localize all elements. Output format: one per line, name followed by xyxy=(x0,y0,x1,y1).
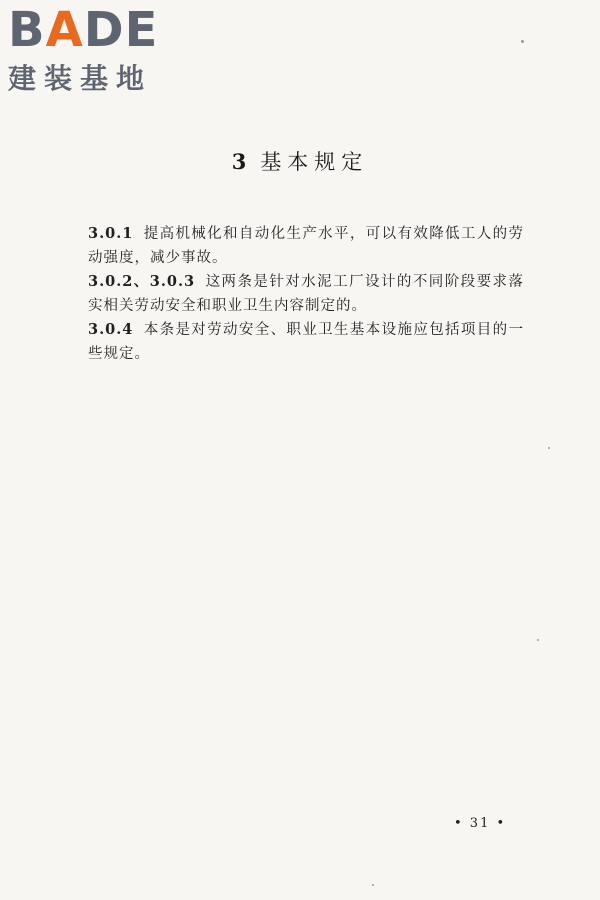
logo-letter-a: A xyxy=(45,2,84,58)
clause-item xyxy=(88,270,524,318)
logo-letters-de: DE xyxy=(83,2,159,58)
scan-speck xyxy=(548,447,550,449)
chapter-number: 3 xyxy=(231,149,247,174)
clause-number: 3.0.1 xyxy=(88,225,134,242)
logo-letter-b: B xyxy=(8,2,46,58)
chapter-title: 基本规定 xyxy=(260,150,369,174)
scan-speck xyxy=(372,884,374,886)
logo-wordmark xyxy=(8,2,159,58)
clause-list xyxy=(88,222,524,366)
watermark-logo xyxy=(8,2,178,96)
scan-speck xyxy=(537,639,539,641)
page-number: • 31 • xyxy=(454,816,507,831)
clause-item xyxy=(88,318,524,366)
chapter-heading xyxy=(0,146,600,176)
clause-item xyxy=(88,222,524,270)
clause-text: 这两条是针对水泥工厂设计的不同阶段要求落实相关劳动安全和职业卫生内容制定的。 xyxy=(88,274,525,314)
clause-text: 提高机械化和自动化生产水平，可以有效降低工人的劳动强度，减少事故。 xyxy=(88,226,524,266)
clause-number: 3.0.2、3.0.3 xyxy=(88,273,196,290)
logo-subtitle: 建装基地 xyxy=(8,62,153,95)
scan-speck xyxy=(521,40,524,43)
clause-text: 本条是对劳动安全、职业卫生基本设施应包括项目的一些规定。 xyxy=(88,322,524,362)
clause-number: 3.0.4 xyxy=(88,321,134,338)
